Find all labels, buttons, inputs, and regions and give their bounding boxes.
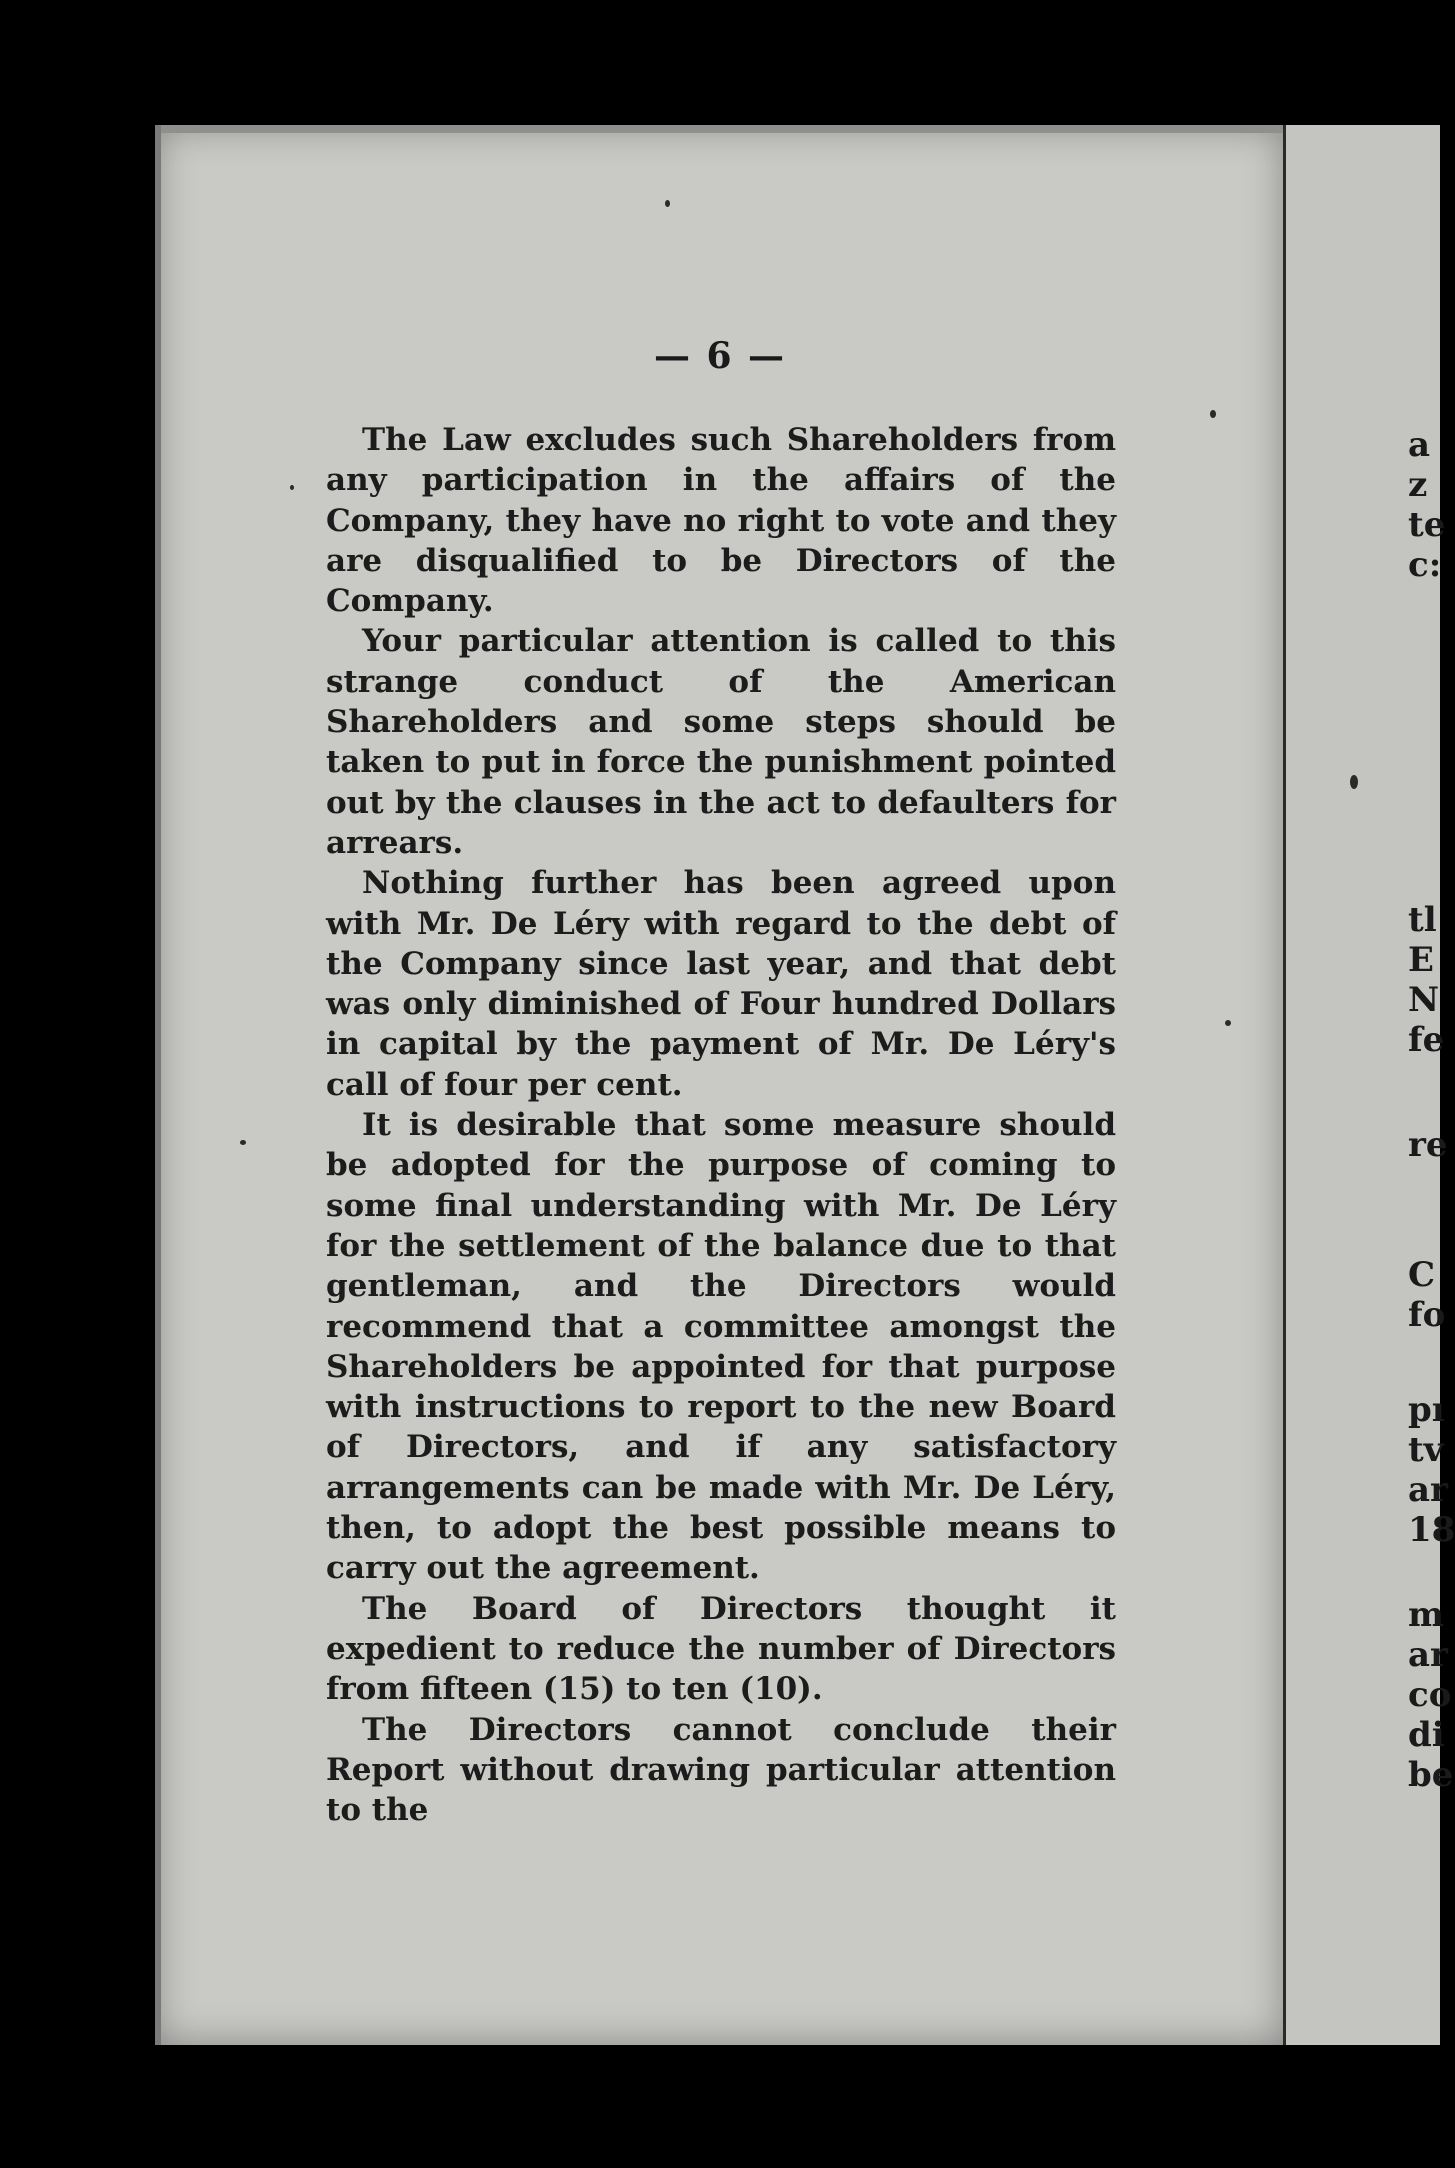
page-number: — 6 — xyxy=(653,335,787,377)
facing-page-fragment: N xyxy=(1408,980,1440,1020)
facing-page-fragment: c: xyxy=(1408,545,1442,585)
page-top-edge xyxy=(155,125,1285,133)
speck xyxy=(1225,1020,1231,1026)
speck xyxy=(240,1140,246,1145)
facing-page-fragment: m xyxy=(1408,1595,1444,1635)
facing-page-fragment: C xyxy=(1408,1255,1436,1295)
facing-page-fragment: E xyxy=(1408,940,1434,980)
facing-page-fragment: ar xyxy=(1408,1470,1448,1510)
facing-page xyxy=(1286,125,1455,2045)
facing-page-fragment: 18 xyxy=(1408,1510,1455,1550)
paragraph: Nothing further has been agreed upon with Mr. De Léry with regard to the debt of the Company since last year, and that debt was only diminished of Four hundred Dollars in capital by the payment of Mr. De Léry's call of four per cent. xyxy=(326,865,1116,1103)
facing-page-fragment: co xyxy=(1408,1675,1452,1715)
paragraph: The Law excludes such Shareholders from any participation in the affairs of the Company, they have no right to vote and they are disqualified to be Directors of the Company. xyxy=(326,422,1116,620)
facing-page-fragment: tl xyxy=(1408,900,1437,940)
speck xyxy=(290,485,294,490)
facing-page-fragment: di xyxy=(1408,1715,1445,1755)
paragraph: The Directors cannot conclude their Report without drawing particular attention to the xyxy=(326,1711,1116,1829)
facing-page-fragment: pı xyxy=(1408,1390,1445,1430)
facing-page-fragment: z xyxy=(1408,465,1428,505)
body-text xyxy=(326,420,1116,1830)
facing-page-fragment: fe xyxy=(1408,1020,1445,1060)
paragraph: Your particular attention is called to this strange conduct of the American Shareholders and some steps should be taken to put in force the punishment pointed out by the clauses in the act to defaulters for arrears. xyxy=(326,623,1116,861)
facing-page-fragment: re xyxy=(1408,1125,1448,1165)
facing-page-fragment: fo xyxy=(1408,1295,1446,1335)
speck xyxy=(1350,775,1358,789)
facing-page-fragment: tv xyxy=(1408,1430,1444,1470)
facing-page-fragment: be xyxy=(1408,1755,1454,1795)
paragraph: The Board of Directors thought it expedient to reduce the number of Directors from fifteen (15) to ten (10). xyxy=(326,1590,1116,1708)
paragraph: It is desirable that some measure should be adopted for the purpose of coming to some final understanding with Mr. De Léry for the settlement of the balance due to that gentleman, and the Directors would recommend that a committee amongst the Shareholders be appointed for that purpose with instructions to report to the new Board of Directors, and if any satisfactory arrangements can be made with Mr. De Léry, then, to adopt the best possible means to carry out the agreement. xyxy=(326,1107,1116,1587)
facing-page-fragment: te xyxy=(1408,505,1446,545)
speck xyxy=(1210,410,1216,418)
facing-page-fragment: ar xyxy=(1408,1635,1448,1675)
speck xyxy=(665,200,670,207)
page-left-edge xyxy=(155,125,161,2045)
facing-page-fragment: a xyxy=(1408,425,1431,465)
